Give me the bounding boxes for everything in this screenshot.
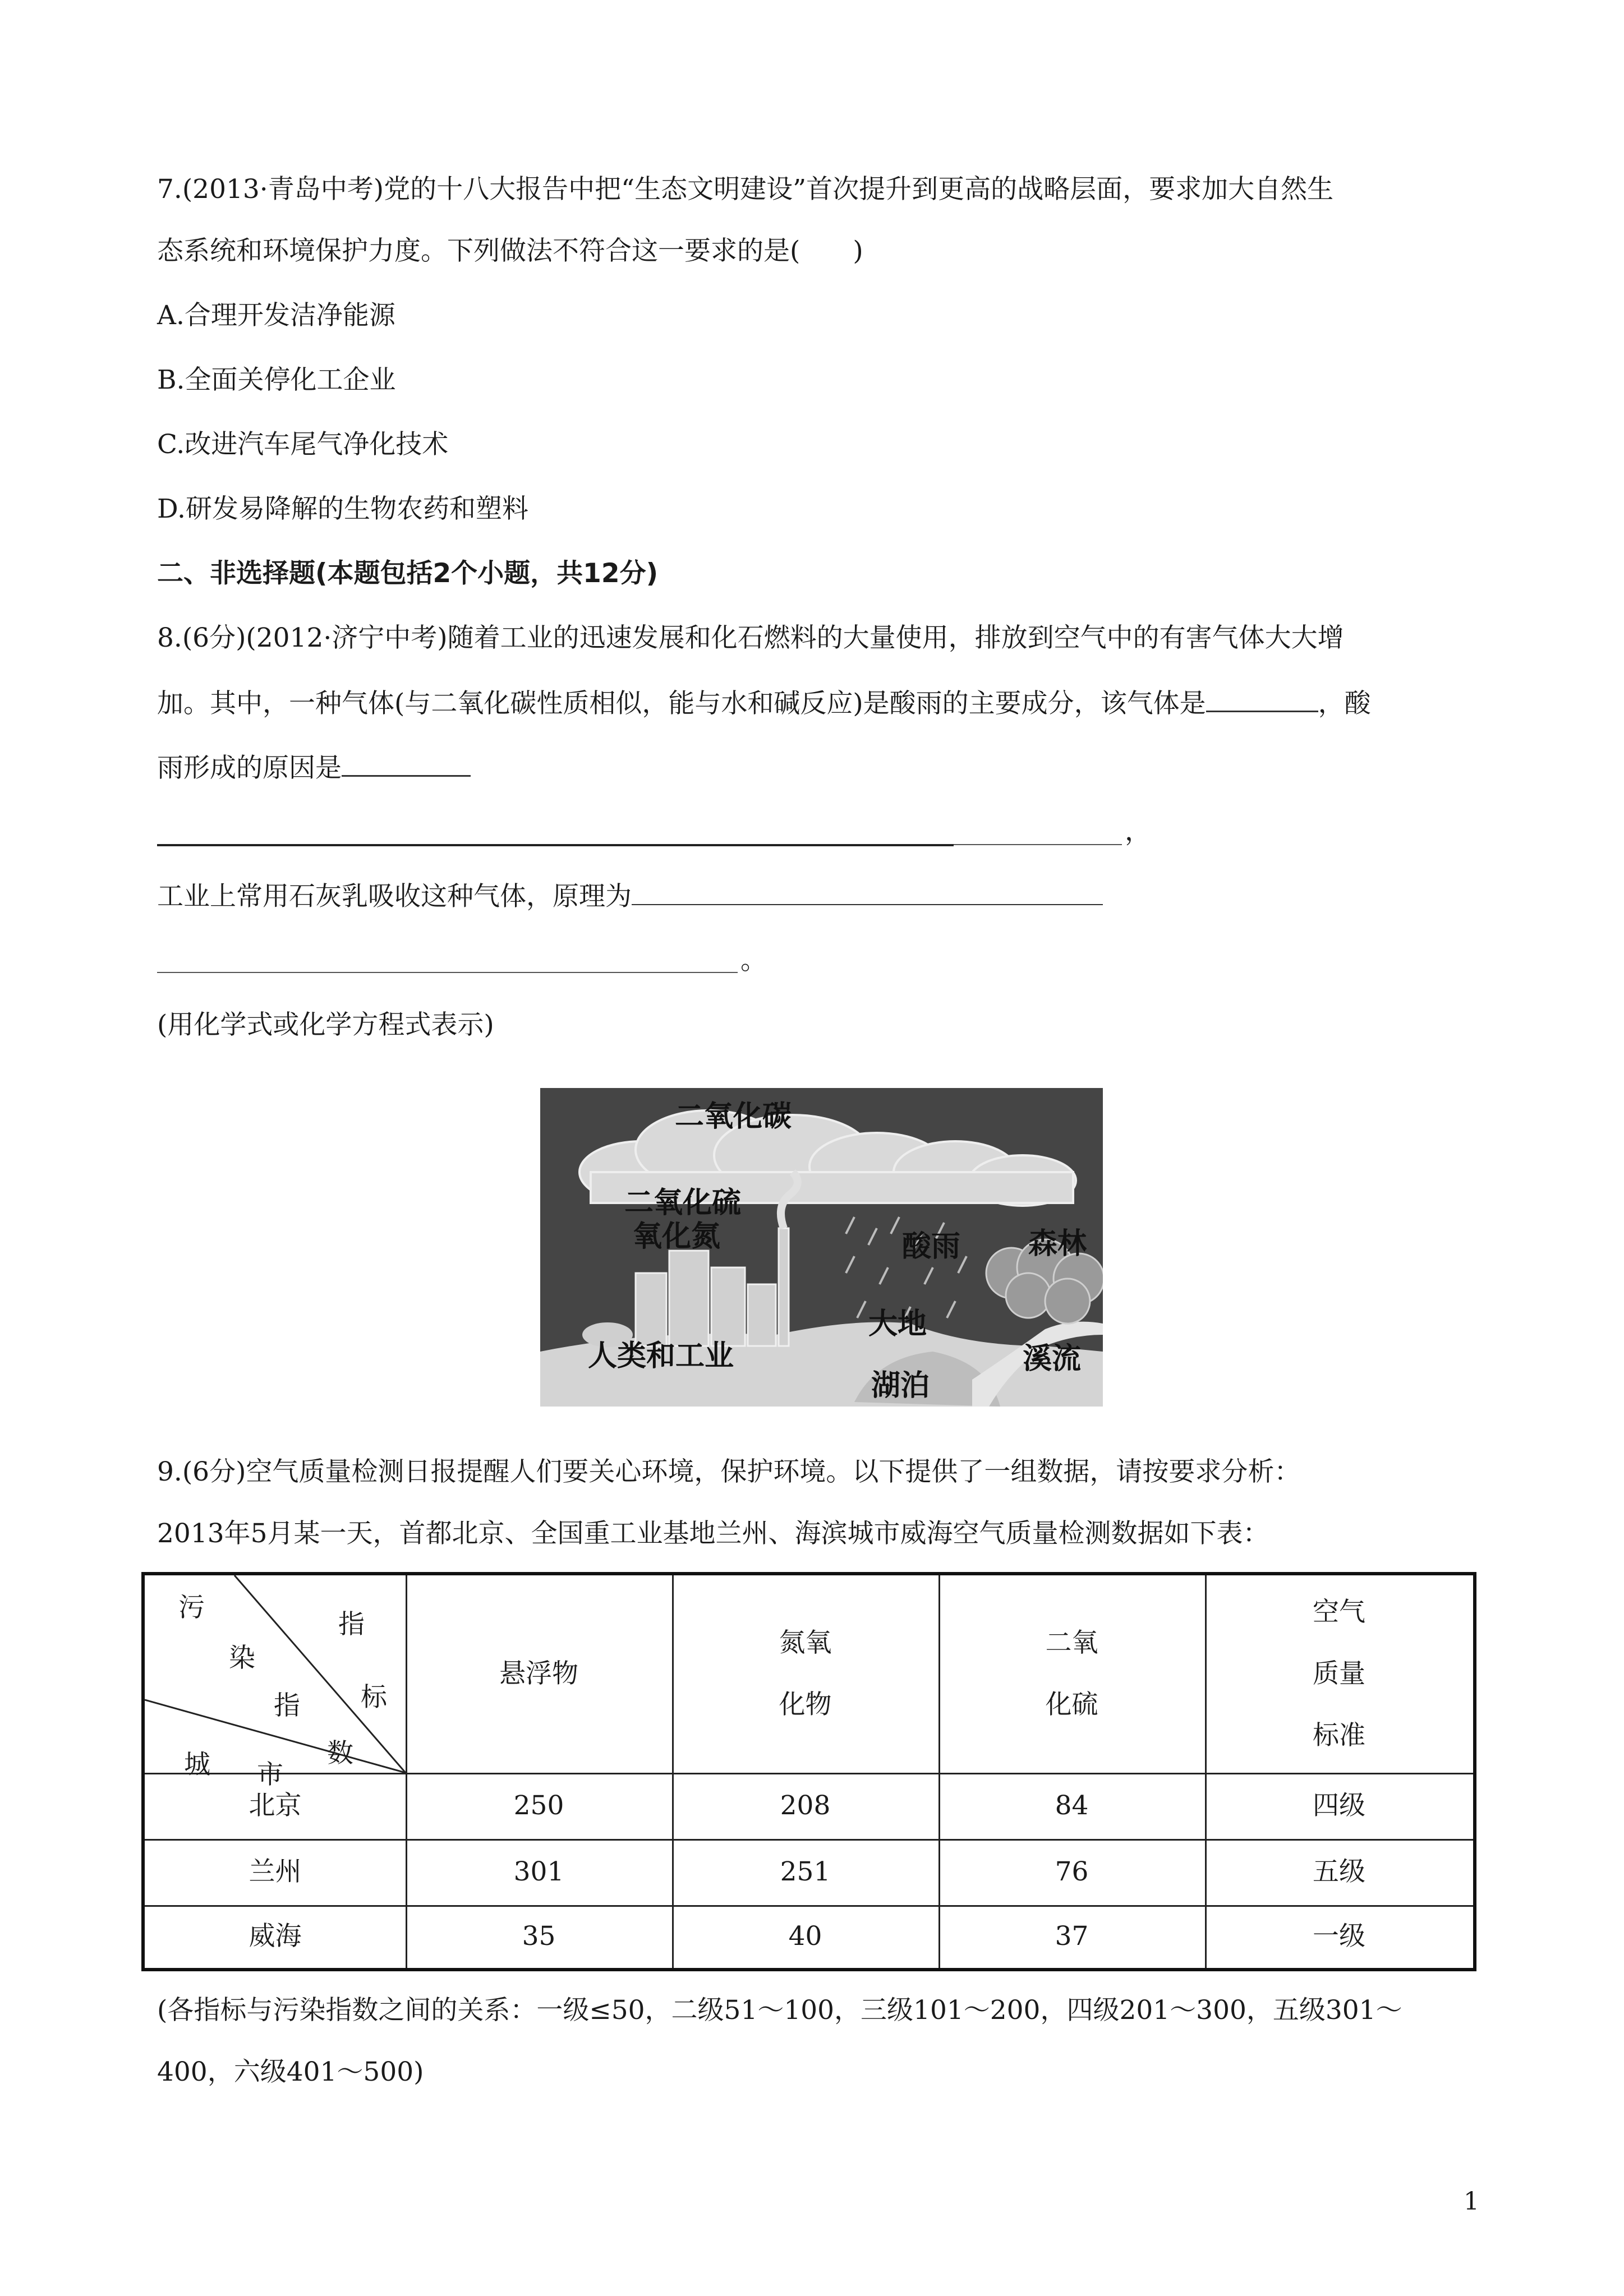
q9-stem-line1: 9.(6分)空气质量检测日报提醒人们要关心环境，保护环境。以下提供了一组数据，请按要求分析： — [157, 1456, 1301, 1487]
diag-char-7: 城 — [184, 1749, 210, 1780]
table-cell: 35 — [522, 1921, 556, 1952]
q8-stem-line3 — [157, 750, 471, 785]
table-cell: 五级 — [1313, 1856, 1365, 1887]
label-co2: 二氧化碳 — [675, 1100, 792, 1133]
diag-char-4: 数 — [327, 1738, 353, 1769]
q9-stem-line2: 2013年5月某一天，首都北京、全国重工业基地兰州、海滨城市威海空气质量检测数据如下表： — [157, 1518, 1269, 1549]
label-human-industry: 人类和工业 — [588, 1339, 734, 1373]
q7-option-c: C.改进汽车尾气净化技术 — [157, 429, 449, 460]
q9-note-line1: (各指标与污染指数之间的关系：一级≤50，二级51～100，三级101～200，四级201～300，五级301～ — [157, 1995, 1402, 2026]
table-cell: 208 — [780, 1790, 831, 1821]
q8-answer-blank-principle[interactable] — [632, 879, 1103, 905]
q7-stem-line2: 态系统和环境保护力度。下列做法不符合这一要求的是( ) — [157, 236, 863, 266]
label-nox: 氧化氮 — [633, 1220, 721, 1253]
q7-option-b: B.全面关停化工企业 — [157, 365, 396, 395]
table-cell: 四级 — [1313, 1790, 1365, 1821]
header-suspended-matter: 悬浮物 — [499, 1658, 578, 1689]
q8-answer-blank-gas[interactable] — [1206, 686, 1318, 712]
q8-stem-line2-text: 加。其中，一种气体(与二氧化碳性质相似，能与水和碱反应)是酸雨的主要成分，该气体是 — [157, 688, 1206, 719]
air-quality-table — [141, 1572, 1476, 1971]
table-row-city: 兰州 — [249, 1856, 302, 1887]
table-cell: 250 — [513, 1790, 564, 1821]
section-heading: 二、非选择题(本题包括2个小题，共12分) — [157, 558, 659, 589]
q8-period: 。 — [740, 945, 767, 976]
label-ground: 大地 — [868, 1307, 927, 1341]
q8-answer-line-reason-end[interactable] — [954, 844, 1122, 845]
header-air-quality-level: 空气 质量 标准 — [1313, 1597, 1365, 1751]
diag-char-8: 市 — [257, 1759, 283, 1790]
table-row-city: 威海 — [249, 1921, 302, 1952]
table-row-city: 北京 — [249, 1790, 302, 1821]
q8-answer-line-reason[interactable] — [157, 844, 954, 846]
diag-char-1: 污 — [178, 1592, 205, 1623]
header-nitrogen-oxides: 氮氧 化物 — [779, 1628, 832, 1720]
q8-principle-label: 工业上常用石灰乳吸收这种气体，原理为 — [157, 881, 632, 912]
header-sulfur-dioxide: 二氧 化硫 — [1045, 1628, 1098, 1720]
table-cell: 251 — [780, 1856, 831, 1887]
q9-note-line2: 400，六级401～500) — [157, 2057, 424, 2087]
label-so2: 二氧化硫 — [624, 1186, 742, 1220]
q8-stem-line2-tail: ，酸 — [1318, 688, 1371, 719]
acid-rain-illustration — [540, 1088, 1103, 1407]
diag-char-6: 标 — [361, 1682, 387, 1713]
diag-char-2: 染 — [229, 1643, 255, 1673]
table-cell: 76 — [1055, 1856, 1089, 1887]
q8-answer-line-principle[interactable] — [157, 972, 738, 973]
diag-char-3: 指 — [274, 1690, 300, 1721]
q8-reason-label: 雨形成的原因是 — [157, 753, 342, 783]
table-cell: 84 — [1055, 1790, 1089, 1821]
q8-stem-line2 — [157, 686, 1371, 721]
q8-stem-line5 — [157, 879, 1103, 914]
label-lake: 湖泊 — [871, 1369, 930, 1403]
table-cell: 40 — [788, 1921, 822, 1952]
label-acid-rain: 酸雨 — [902, 1230, 961, 1264]
label-stream: 溪流 — [1023, 1342, 1082, 1376]
q8-note: (用化学式或化学方程式表示) — [157, 1009, 494, 1040]
table-cell: 一级 — [1313, 1921, 1365, 1952]
label-forest: 森林 — [1028, 1227, 1087, 1261]
q7-option-d: D.研发易降解的生物农药和塑料 — [157, 494, 528, 524]
q8-stem-line1: 8.(6分)(2012·济宁中考)随着工业的迅速发展和化石燃料的大量使用，排放到空气中的有害气体大大增 — [157, 623, 1344, 653]
table-cell: 301 — [513, 1856, 564, 1887]
table-cell: 37 — [1055, 1921, 1089, 1952]
page-number: 1 — [1464, 2187, 1479, 2216]
q8-answer-blank-reason[interactable] — [342, 750, 471, 777]
q8-comma: ， — [1125, 816, 1151, 847]
q7-stem-line1: 7.(2013·青岛中考)党的十八大报告中把“生态文明建设”首次提升到更高的战略层面，要求加大自然生 — [157, 174, 1334, 205]
q7-option-a: A.合理开发洁净能源 — [157, 300, 395, 331]
diag-char-5: 指 — [338, 1609, 365, 1640]
